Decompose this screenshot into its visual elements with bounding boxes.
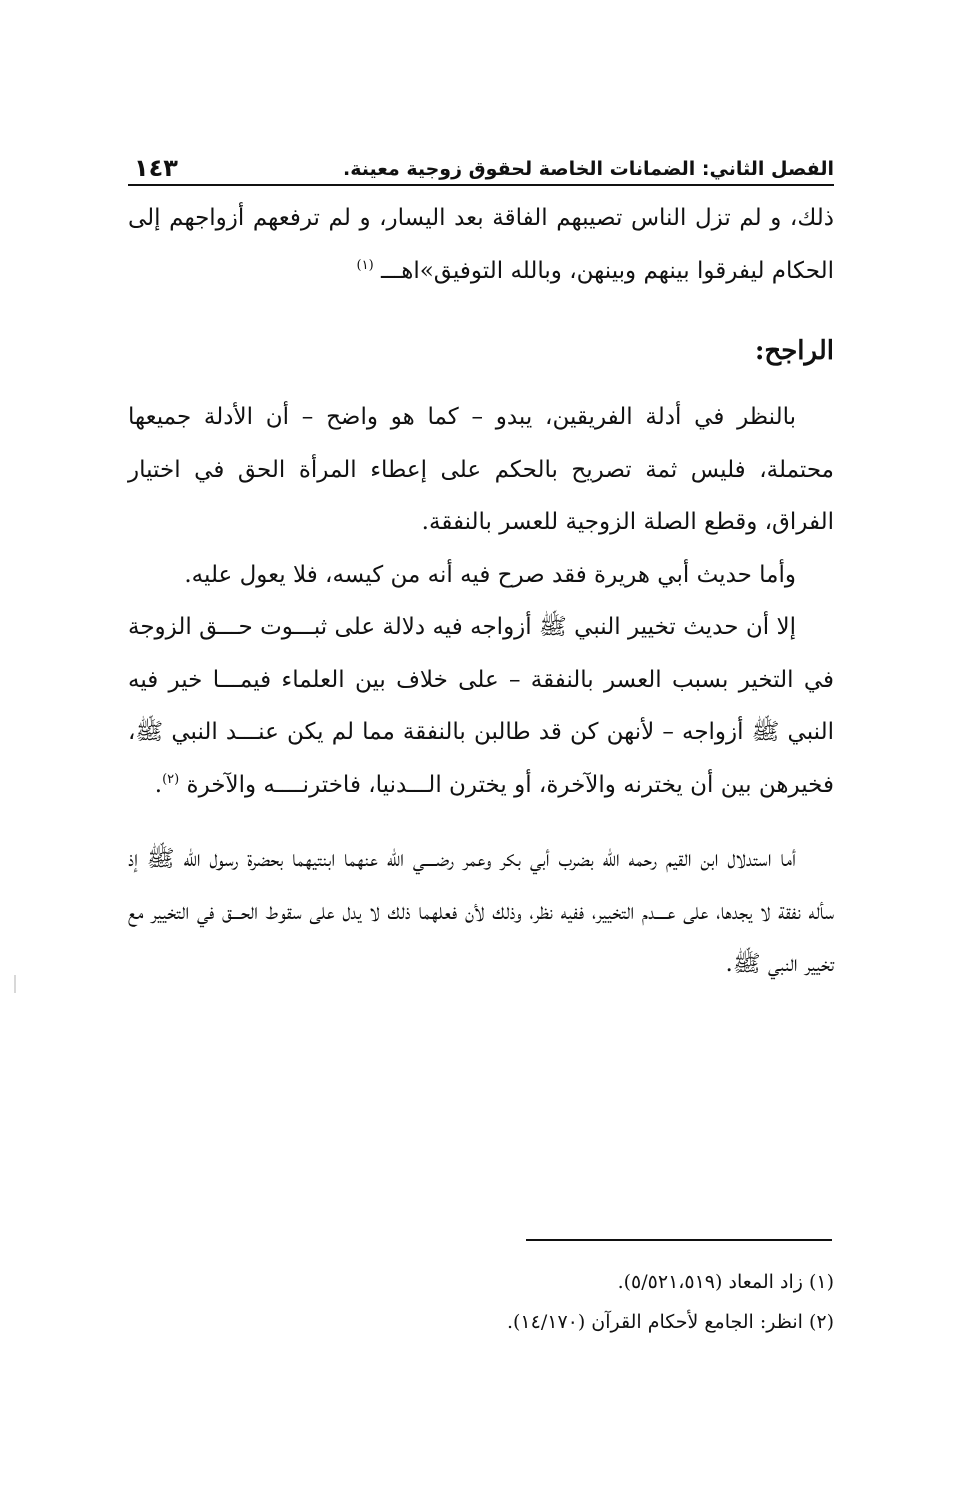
paragraph: وأما حديث أبي هريرة فقد صرح فيه أنه من كيسه، فلا يعول عليه. [184, 561, 796, 588]
footnote-reference[interactable]: (١) [356, 257, 374, 273]
header-title: الفصل الثاني: الضمانات الخاصة لحقوق زوجية معينة. [342, 158, 834, 180]
paragraph [128, 601, 834, 811]
running-header [128, 148, 834, 186]
paragraph-continuation [128, 192, 834, 297]
footnote-item: (١) زاد المعاد (٥/٥٢١،٥١٩). [617, 1271, 834, 1293]
paragraph: بالنظر في أدلة الفريقين، يبدو – كما هو واضح – أن الأدلة جميعها محتملة، فليس ثمة تصريح بالحكم على إعطاء المرأة الحق في اختيار الفراق، وقطع الصلة الزوجية للعسر بالنفقة. [128, 404, 834, 535]
footnote-item: (٢) انظر: الجامع لأحكام القرآن (١٤/١٧٠). [506, 1311, 834, 1333]
paragraph-text: ذلك، و لم تزل الناس تصيبهم الفاقة بعد اليسار، و لم ترفعهم أزواجهم إلى الحكام ليفرقوا بينهم وبينهن، وبالله التوفيق»اهـــ [128, 205, 834, 284]
footnotes [128, 1262, 834, 1342]
page-number: ١٤٣ [134, 154, 178, 182]
footnote-divider [526, 1239, 832, 1241]
paragraph-end: . [154, 771, 163, 798]
footnote-reference[interactable]: (٢) [162, 771, 180, 787]
main-text [128, 192, 834, 991]
paragraph-text: إلا أن حديث تخيير النبي ﷺ أزواجه فيه دلالة على ثبـــوت حـــق الزوجة في التخير بسبب العسر بالنفقة – على خلاف بين العلماء فيمـــا خير فيه النبي ﷺ أزواجه – لأنهن كن قد طالبن بالنفقة مما لم يكن عنـــد النبي ﷺ، فخيرهن بين أن يخترنه والآخرة، أو يخترن الـــدنيا، فاخترنــــه والآخرة [128, 614, 834, 798]
scan-edge-mark [14, 975, 16, 993]
section-heading: الراجح: [754, 336, 834, 366]
paragraph: أما استدلال ابن القيم رحمه الله بضرب أبي بكر وعمر رضــــي الله عنهما ابنتيهما بحضرة رسول الله ﷺ إذ سأله نفقة لا يجدها، على عــــدم التخيير، ففيه نظر، وذلك لأن فعلهما ذلك لا يدل على سقوط الحـــق في التخيير مع تخيير النبي ﷺ. [128, 846, 834, 977]
